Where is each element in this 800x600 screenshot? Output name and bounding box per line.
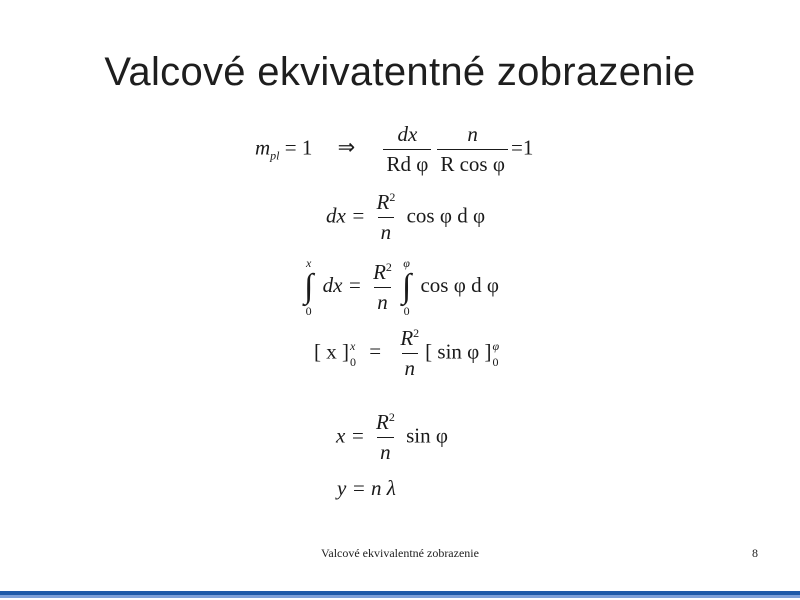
r-symbol: R — [376, 410, 389, 434]
equation-integral — [300, 256, 499, 318]
integral-sign: ∫ — [401, 268, 412, 305]
footer-rule-light — [0, 595, 800, 598]
lhs-limits — [350, 338, 356, 370]
upper-limit: x — [350, 338, 356, 353]
fraction-numerator: n — [467, 122, 478, 146]
fraction-denominator: n — [377, 437, 394, 465]
fraction-numerator — [374, 190, 399, 217]
fraction-dx-rdphi — [383, 122, 431, 177]
fraction-numerator — [370, 260, 395, 287]
equation-dx — [326, 190, 485, 245]
lhs: dx = — [326, 203, 366, 228]
fraction-numerator: dx — [397, 122, 418, 146]
equation-y-result — [337, 476, 396, 501]
equation-evaluated — [314, 326, 499, 381]
fraction-denominator: n — [378, 217, 395, 245]
fraction-denominator: Rd φ — [383, 149, 431, 177]
fraction-numerator — [373, 410, 398, 437]
rhs: cos φ d φ — [420, 272, 499, 297]
fraction-denominator: R cos φ — [437, 149, 508, 177]
page-number: 8 — [752, 546, 758, 560]
equation-x-result — [336, 410, 448, 465]
lhs: dx = — [322, 272, 362, 297]
r-symbol: R — [376, 190, 390, 214]
lhs-bracket: [ x ] — [314, 339, 349, 364]
exponent: 2 — [389, 190, 396, 204]
integral-upper-limit: φ — [403, 256, 410, 270]
integral-right — [402, 256, 411, 318]
slide-title: Valcové ekvivatentné zobrazenie — [104, 50, 696, 94]
equals-sign: = — [369, 339, 382, 364]
lower-limit: 0 — [350, 354, 356, 369]
equals-one: = 1 — [284, 135, 313, 160]
integral-upper-limit: x — [306, 256, 312, 270]
fraction-numerator — [397, 326, 422, 353]
fraction-n-rcosphi — [437, 122, 508, 177]
exponent: 2 — [388, 410, 395, 424]
rhs: sin φ — [406, 423, 448, 448]
fraction-denominator: n — [374, 287, 391, 315]
implies-symbol: ⇒ — [337, 135, 356, 160]
m-symbol: m — [255, 135, 271, 160]
pl-subscript: pl — [270, 148, 280, 163]
fraction-r2-n — [373, 410, 398, 465]
exponent: 2 — [385, 259, 392, 274]
integral-lower-limit: 0 — [403, 304, 410, 318]
integral-left — [304, 256, 313, 318]
integral-lower-limit: 0 — [305, 304, 312, 318]
exponent: 2 — [413, 326, 420, 340]
fraction-denominator: n — [402, 353, 419, 381]
lhs: y = n λ — [337, 476, 396, 500]
fraction-r2-n — [370, 260, 395, 315]
slide-footer: Valcové ekvivalentné zobrazenie — [321, 546, 479, 560]
r-symbol: R — [400, 326, 414, 350]
integral-sign: ∫ — [304, 268, 314, 305]
equation-scale-condition — [255, 122, 533, 177]
lhs: x = — [336, 423, 365, 448]
equals-one-rhs: =1 — [510, 135, 534, 160]
r-symbol: R — [373, 259, 386, 284]
rhs-limits — [493, 338, 500, 370]
lower-limit: 0 — [492, 354, 499, 369]
upper-limit: φ — [492, 338, 500, 353]
rhs-bracket: [ sin φ ] — [425, 339, 492, 364]
rhs: cos φ d φ — [406, 203, 486, 228]
fraction-r2-n — [397, 326, 422, 381]
fraction-r2-n — [374, 190, 399, 245]
